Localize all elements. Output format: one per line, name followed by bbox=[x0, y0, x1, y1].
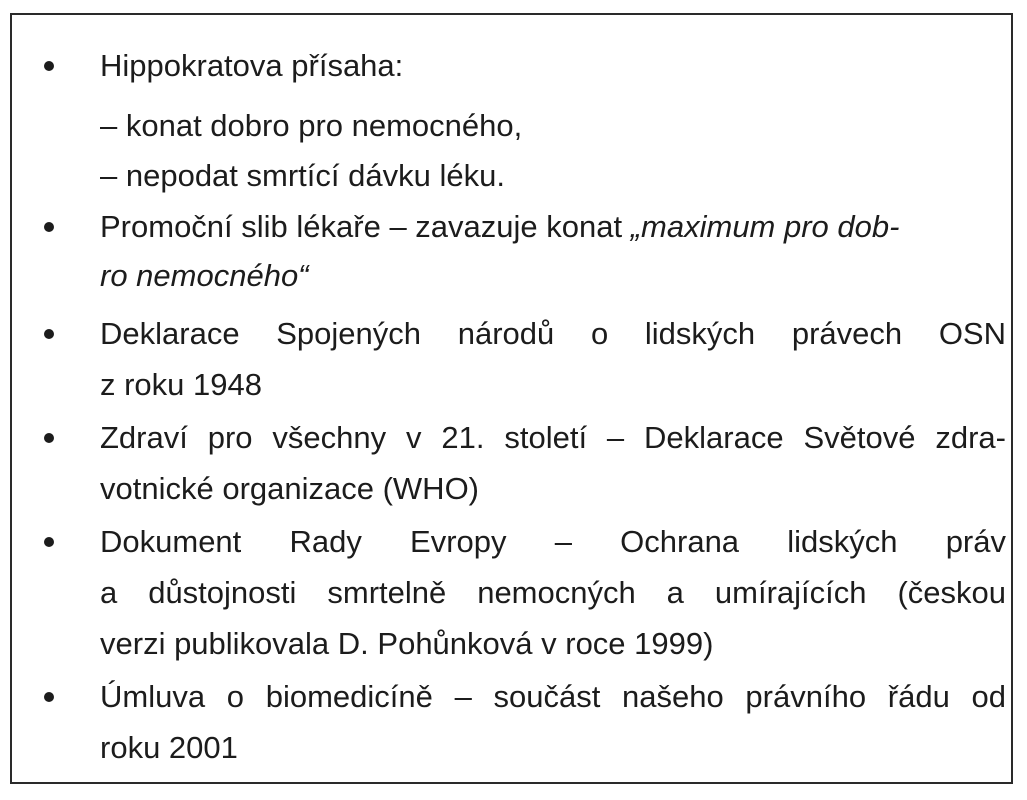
list-item-line: a důstojnosti smrtelně nemocných a umírajících (českou bbox=[100, 575, 1006, 610]
bullet bbox=[44, 61, 54, 71]
list-item-line: roku 2001 bbox=[100, 730, 238, 765]
list-item-line: – nepodat smrtící dávku léku. bbox=[100, 158, 505, 193]
list-item-line bbox=[100, 207, 899, 247]
list-item-line: votnické organizace (WHO) bbox=[100, 471, 480, 506]
bullet bbox=[44, 692, 54, 702]
bullet bbox=[44, 222, 54, 232]
list-item-line: z roku 1948 bbox=[100, 367, 262, 402]
text-box bbox=[10, 13, 1013, 784]
bullet bbox=[44, 329, 54, 339]
list-item-line: Hippokratova přísaha: bbox=[100, 48, 404, 83]
list-item-line: – konat dobro pro nemocného, bbox=[100, 108, 523, 143]
list-item-line: verzi publikovala D. Pohůnková v roce 1999) bbox=[100, 626, 714, 661]
list-item-quote-line: ro nemocného“ bbox=[100, 258, 309, 293]
list-item-line: Deklarace Spojených národů o lidských právech OSN bbox=[100, 316, 1006, 351]
list-item-line: Úmluva o biomedicíně – součást našeho právního řádu od bbox=[100, 679, 1006, 714]
list-item-line: Zdraví pro všechny v 21. století – Deklarace Světové zdra- bbox=[100, 420, 1006, 455]
bullet bbox=[44, 537, 54, 547]
list-item-text: Promoční slib lékaře – zavazuje konat bbox=[100, 209, 631, 244]
list-item-line: Dokument Rady Evropy – Ochrana lidských práv bbox=[100, 524, 1006, 559]
list-item-quote: „maximum pro dob- bbox=[630, 209, 900, 244]
bullet bbox=[44, 433, 54, 443]
